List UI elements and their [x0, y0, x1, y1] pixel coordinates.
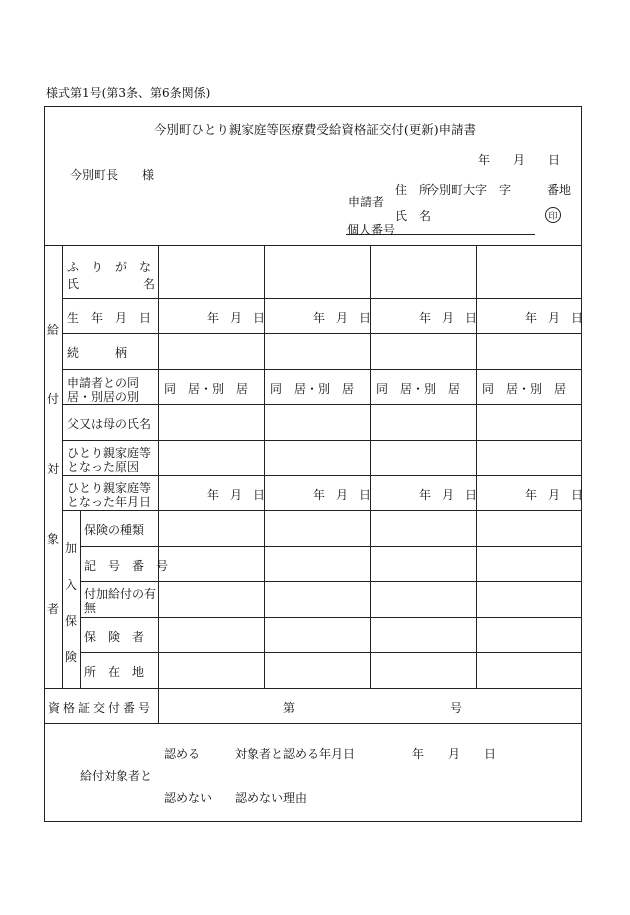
- birthdate-label: 生 年 月 日: [67, 311, 152, 325]
- cause-month: 月: [548, 488, 561, 502]
- birth-month: 月: [336, 311, 349, 325]
- my-number-label: 個人番号: [347, 223, 396, 237]
- cause-date-label: ひとり親家庭等: [67, 481, 152, 495]
- cause-year: 年: [525, 488, 538, 502]
- applicant-label: 申請者: [348, 195, 385, 209]
- cause-date-label-2: となった年月日: [67, 495, 152, 509]
- beneficiary-decision-label: 給付対象者と: [80, 769, 153, 783]
- name-label: 氏 名: [395, 209, 432, 223]
- vline: [158, 245, 159, 723]
- birth-year: 年: [525, 311, 538, 325]
- insurance-label-char: 入: [65, 578, 78, 592]
- hline: [80, 581, 582, 582]
- hline: [62, 440, 582, 441]
- birth-month: 月: [230, 311, 243, 325]
- cause-day: 日: [571, 488, 584, 502]
- birth-month: 月: [548, 311, 561, 325]
- cause-day: 日: [465, 488, 478, 502]
- birth-day: 日: [465, 311, 478, 325]
- header-month: 月: [513, 153, 526, 167]
- hline: [44, 723, 582, 724]
- insurance-label-char: 加: [65, 541, 78, 555]
- relation-label: 続 柄: [67, 346, 128, 360]
- form-title: 今別町ひとり親家庭等医療費受給資格証交付(更新)申請書: [153, 122, 477, 137]
- insurance-number-label: 記 号 番 号: [84, 559, 169, 573]
- side-label-char: 給: [47, 323, 60, 337]
- insurer-location-label: 所 在 地: [84, 665, 145, 679]
- form-number-label: 様式第1号(第3条、第6条関係): [46, 86, 211, 100]
- vline: [62, 245, 63, 688]
- insurer-label: 保 険 者: [84, 630, 145, 644]
- name-row-label: 氏: [67, 277, 80, 291]
- hline: [62, 298, 582, 299]
- hline-header-bottom: [44, 245, 582, 246]
- insurance-type-label: 保険の種類: [84, 523, 145, 537]
- seal-mark: 印: [545, 207, 561, 223]
- cause-label: ひとり親家庭等: [67, 446, 152, 460]
- insurance-label-char: 保: [65, 614, 78, 628]
- cause-day: 日: [253, 488, 266, 502]
- hline: [62, 510, 582, 511]
- cohabitation-value: 同 居・別 居: [482, 382, 567, 396]
- cohabitation-value: 同 居・別 居: [376, 382, 461, 396]
- cause-year: 年: [207, 488, 220, 502]
- address-value: 今別町大字 字: [427, 183, 512, 197]
- approve-year: 年: [412, 747, 425, 761]
- cohabitation-value: 同 居・別 居: [164, 382, 249, 396]
- insurance-label-char: 険: [65, 650, 78, 664]
- hline: [80, 617, 582, 618]
- approve-option: 認める: [164, 747, 201, 761]
- birth-year: 年: [313, 311, 326, 325]
- birth-month: 月: [442, 311, 455, 325]
- side-label-char: 象: [47, 532, 60, 546]
- hline: [62, 475, 582, 476]
- header-day: 日: [548, 153, 561, 167]
- hline: [62, 333, 582, 334]
- approve-date-label: 対象者と認める年月日: [235, 747, 356, 761]
- side-label-char: 付: [47, 392, 60, 406]
- side-label-char: 者: [47, 602, 60, 616]
- additional-benefit-label-2: 無: [84, 601, 97, 615]
- parent-name-label: 父又は母の氏名: [67, 417, 152, 431]
- approve-month: 月: [448, 747, 461, 761]
- cause-label-2: となった原因: [67, 460, 140, 474]
- birth-day: 日: [359, 311, 372, 325]
- address-label: 住 所: [395, 183, 432, 197]
- birth-year: 年: [207, 311, 220, 325]
- certificate-dai: 第: [283, 701, 296, 715]
- furigana-label: ふ り が な: [67, 260, 152, 274]
- cause-month: 月: [336, 488, 349, 502]
- cohabitation-label-2: 居・別居の別: [67, 390, 140, 404]
- deny-reason-label: 認めない理由: [235, 791, 308, 805]
- cause-day: 日: [359, 488, 372, 502]
- deny-option: 認めない: [164, 791, 213, 805]
- name-row-label-2: 名: [143, 277, 156, 291]
- additional-benefit-label: 付加給付の有: [84, 587, 157, 601]
- hline: [80, 546, 582, 547]
- hline: [80, 652, 582, 653]
- cause-month: 月: [230, 488, 243, 502]
- vline: [80, 510, 81, 688]
- cause-year: 年: [419, 488, 432, 502]
- header-year: 年: [478, 153, 491, 167]
- certificate-number-label: 資格証交付番号: [48, 701, 154, 715]
- cohabitation-value: 同 居・別 居: [270, 382, 355, 396]
- my-number-underline: [346, 234, 535, 235]
- addressee-sama: 様: [142, 168, 155, 182]
- cohabitation-label: 申請者との同: [67, 376, 140, 390]
- banchi-label: 番地: [547, 183, 572, 197]
- addressee: 今別町長: [70, 168, 119, 182]
- approve-day: 日: [484, 747, 497, 761]
- certificate-go: 号: [450, 701, 463, 715]
- cause-year: 年: [313, 488, 326, 502]
- side-label-char: 対: [47, 462, 60, 476]
- birth-day: 日: [571, 311, 584, 325]
- hline: [62, 404, 582, 405]
- cause-month: 月: [442, 488, 455, 502]
- hline: [44, 688, 582, 689]
- birth-day: 日: [253, 311, 266, 325]
- birth-year: 年: [419, 311, 432, 325]
- hline: [62, 369, 582, 370]
